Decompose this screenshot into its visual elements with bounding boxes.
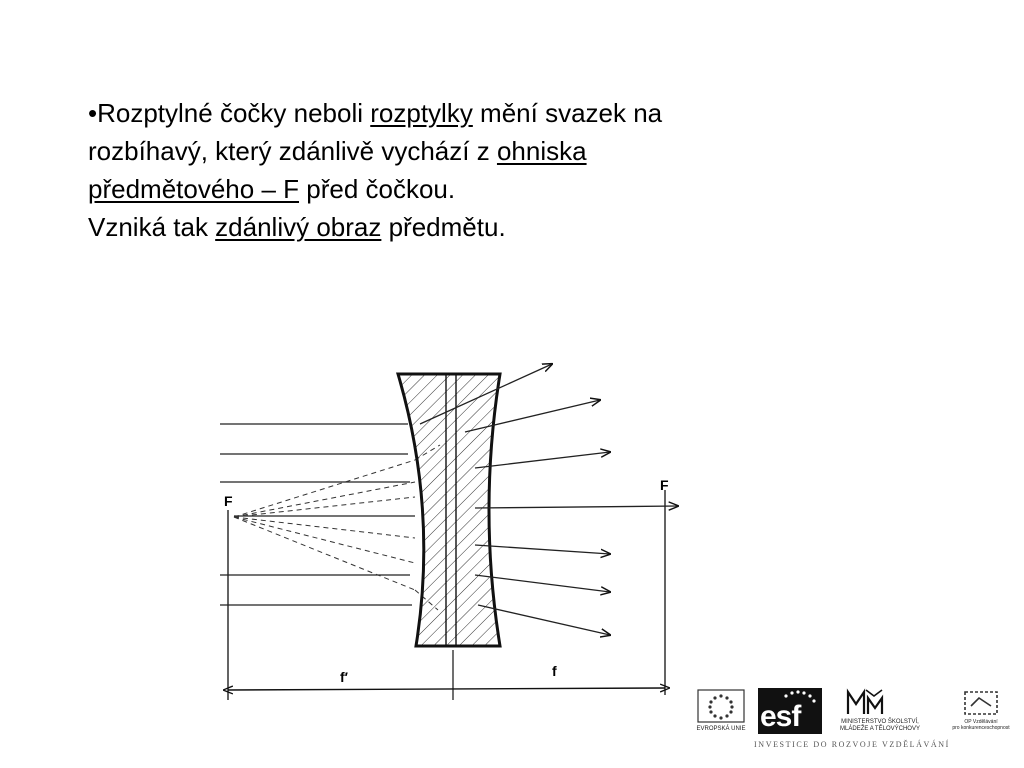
op-vk-mark-icon xyxy=(961,688,1001,718)
text-segment: Vzniká tak xyxy=(88,212,216,242)
term-zdanlivy-obraz: zdánlivý obraz xyxy=(215,212,382,242)
esf-label: esf xyxy=(760,700,801,733)
eu-caption: EVROPSKÁ UNIE xyxy=(696,726,746,732)
eu-logo xyxy=(690,688,752,736)
text-segment: mění svazek na xyxy=(472,98,663,128)
term-ohnisko-predmetove: předmětového – F xyxy=(88,174,300,204)
virtual-ray-lines xyxy=(234,445,440,610)
eu-flag-icon xyxy=(690,688,752,724)
body-text xyxy=(88,94,908,246)
concave-lens xyxy=(398,374,500,646)
text-line-1 xyxy=(88,94,908,132)
msmt-caption-1: MINISTERSTVO ŠKOLSTVÍ, xyxy=(841,719,919,725)
msmt-logo xyxy=(824,688,936,736)
funding-logos-footer xyxy=(686,688,1016,758)
op-vk-logo xyxy=(948,688,1014,736)
op-vk-caption-1: OP Vzdělávání xyxy=(964,719,998,725)
focus-right-label: F xyxy=(660,477,669,493)
motto-text: INVESTICE DO ROZVOJE VZDĚLÁVÁNÍ xyxy=(754,740,950,749)
focus-left-label: F xyxy=(224,493,233,509)
text-line-4 xyxy=(88,208,908,246)
msmt-caption-2: MLÁDEŽE A TĚLOVÝCHOVY xyxy=(840,726,920,732)
text-segment: rozbíhavý, který zdánlivě vychází z xyxy=(88,136,497,166)
focal-distance-dimension xyxy=(228,650,665,700)
focal-length-left-label: f′ xyxy=(340,669,349,685)
term-rozptylky: rozptylky xyxy=(370,98,473,128)
esf-logo xyxy=(758,688,822,736)
diverging-lens-diagram xyxy=(210,360,690,705)
op-vk-caption-2: pro konkurenceschopnost xyxy=(952,725,1010,731)
text-segment: předmětu. xyxy=(381,212,506,242)
text-line-2 xyxy=(88,132,908,170)
text-segment: Rozptylné čočky neboli xyxy=(97,98,371,128)
term-ohniska: ohniska xyxy=(496,136,587,166)
bullet: • xyxy=(88,98,98,128)
msmt-mark-icon xyxy=(844,688,888,718)
text-segment: před čočkou. xyxy=(299,174,456,204)
focal-length-right-label: f xyxy=(552,663,557,679)
text-line-3 xyxy=(88,170,908,208)
